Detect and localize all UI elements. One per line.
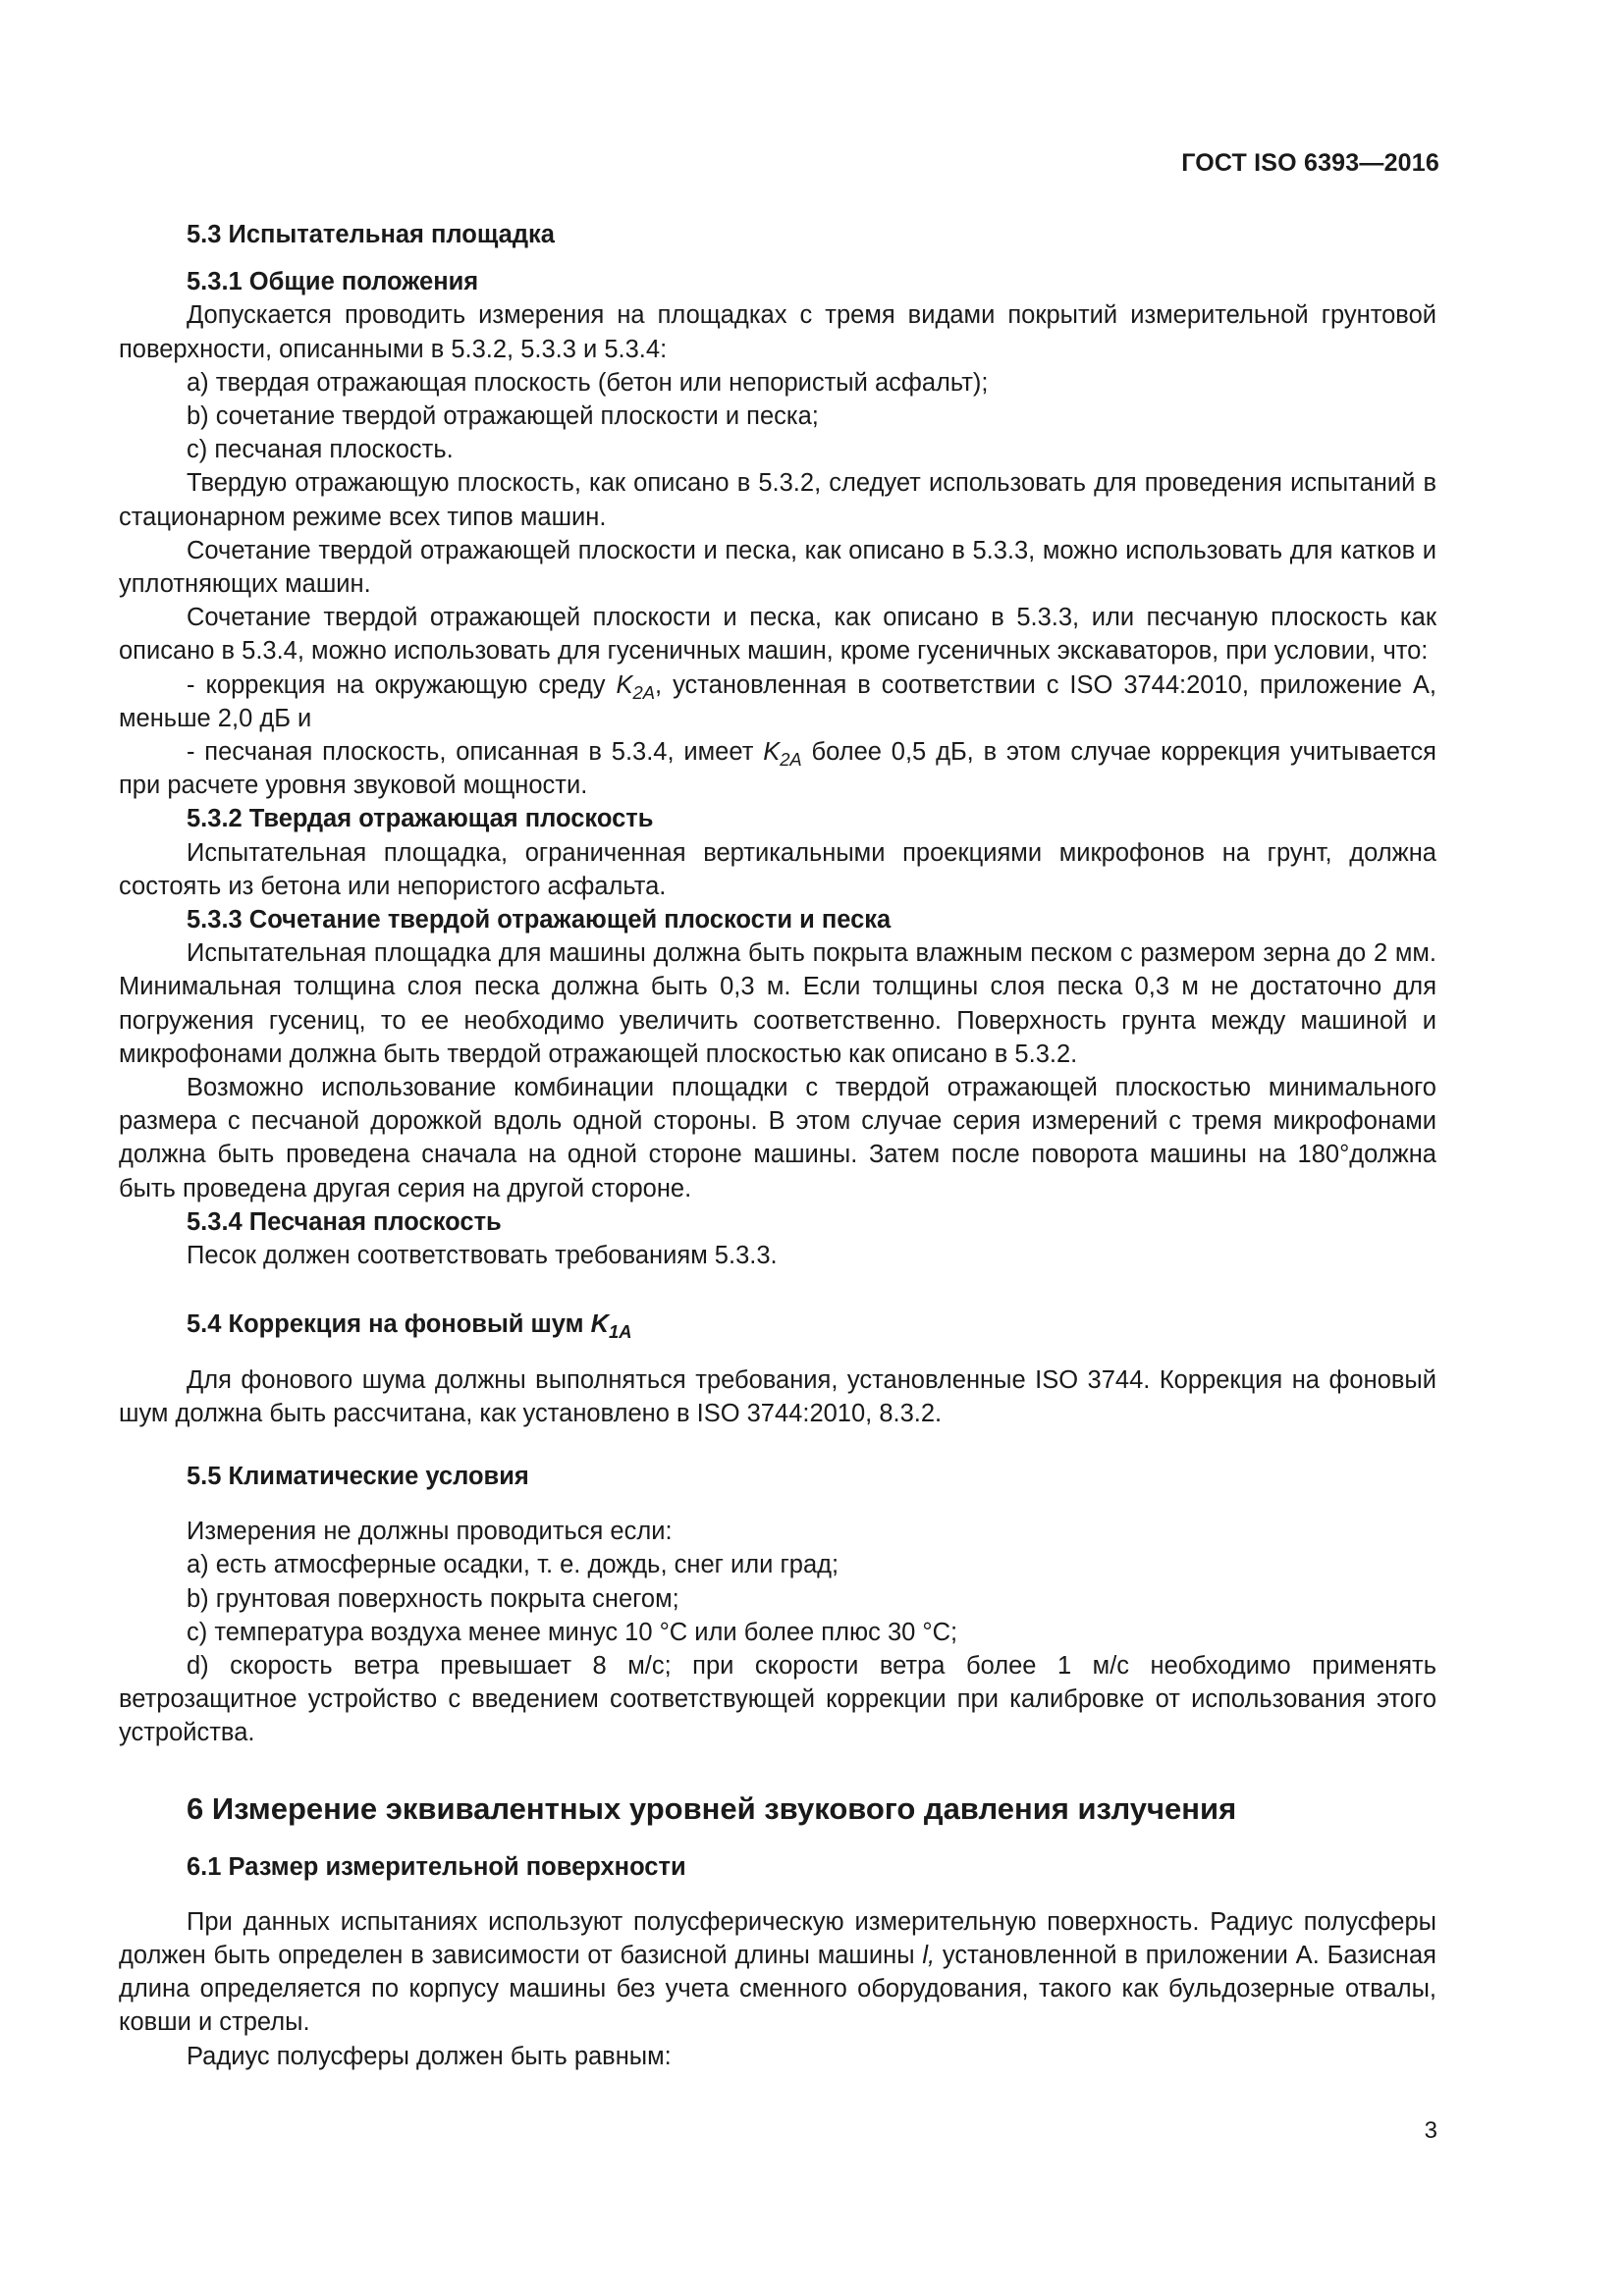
section-heading-6: 6 Измерение эквивалентных уровней звукового давления излучения	[187, 1790, 1237, 1826]
heading-text: 5.4 Коррекция на фоновый шум	[187, 1310, 591, 1339]
symbol-l: l,	[922, 1941, 936, 1969]
section-heading-5-3: 5.3 Испытательная площадка	[187, 221, 555, 248]
paragraph: Возможно использование комбинации площадки с твердой отражающей плоскостью минимального размера с песчаной дорожкой вдоль одной стороны. В этом случае серия измерений с тремя микрофонами должна быть проведена сначала на одной стороне машины. Затем после поворота машины на 180°должна быть проведена другая серия на другой стороне.	[119, 1074, 1436, 1202]
paragraph: Сочетание твердой отражающей плоскости и песка, как описано в 5.3.3, или песчаную плоскость как описано в 5.3.4, можно использовать для гусеничных машин, кроме гусеничных экскаваторов, при условии, что:	[119, 604, 1436, 666]
paragraph: Сочетание твердой отражающей плоскости и песка, как описано в 5.3.3, можно использовать для катков и уплотняющих машин.	[119, 536, 1436, 599]
text-run: более 0,5 дБ, в этом случае коррекция учитывается при расчете уровня звуковой мощности.	[119, 738, 1436, 800]
symbol-k: K	[590, 1310, 609, 1339]
symbol-k: K	[763, 738, 781, 767]
text-run: - песчаная плоскость, описанная в 5.3.4, имеет	[187, 738, 764, 767]
text-run: установленной в приложении А. Базисная длина определяется по корпусу машины без учета сменного оборудования, такого как бульдозерные отвалы, ковши и стрелы.	[119, 1941, 1436, 2037]
symbol-k: K	[616, 670, 633, 699]
symbol-subscript: 1A	[608, 1321, 632, 1343]
list-item: b) грунтовая поверхность покрыта снегом;	[187, 1584, 679, 1613]
text-run: - коррекция на окружающую среду	[187, 670, 617, 699]
paragraph: Радиус полусферы должен быть равным:	[187, 2042, 672, 2070]
paragraph: Допускается проводить измерения на площадках с тремя видами покрытий измерительной грунтовой поверхности, описанными в 5.3.2, 5.3.3 и 5.3.4:	[119, 301, 1436, 363]
list-item: b) сочетание твердой отражающей плоскости и песка;	[187, 402, 819, 431]
section-heading-5-5: 5.5 Климатические условия	[187, 1462, 529, 1490]
paragraph: Твердую отражающую плоскость, как описано в 5.3.2, следует использовать для проведения испытаний в стационарном режиме всех типов машин.	[119, 469, 1436, 531]
section-heading-5-4	[119, 1308, 1436, 1341]
symbol-subscript: 2A	[780, 748, 802, 770]
list-item: c) температура воздуха менее минус 10 °С или более плюс 30 °С;	[187, 1618, 958, 1646]
document-body	[119, 218, 1436, 2073]
section-heading-5-3-4: 5.3.4 Песчаная плоскость	[187, 1207, 502, 1236]
symbol-subscript: 2A	[632, 681, 656, 703]
text-run: , установленная в соответствии с ISO 3744:2010, приложение А, меньше 2,0 дБ и	[119, 670, 1437, 732]
section-heading-5-3-2: 5.3.2 Твердая отражающая плоскость	[187, 805, 654, 833]
section-heading-5-3-1: 5.3.1 Общие положения	[187, 268, 479, 296]
paragraph: Измерения не должны проводиться если:	[187, 1518, 673, 1546]
list-item: c) песчаная плоскость.	[187, 436, 454, 464]
paragraph: Песок должен соответствовать требованиям 5.3.3.	[187, 1242, 778, 1270]
dash-list-item	[119, 668, 1436, 735]
section-heading-5-3-3: 5.3.3 Сочетание твердой отражающей плоскости и песка	[187, 906, 892, 934]
list-item: d) скорость ветра превышает 8 м/с; при скорости ветра более 1 м/с необходимо применять ветрозащитное устройство с введением соответствующей коррекции при калибровке от использования этого устройства.	[119, 1651, 1436, 1747]
paragraph	[119, 1905, 1436, 2040]
page-number: 3	[1424, 2117, 1437, 2144]
paragraph: Для фонового шума должны выполняться требования, установленные ISO 3744. Коррекция на фоновый шум должна быть рассчитана, как установлено в ISO 3744:2010, 8.3.2.	[119, 1365, 1436, 1427]
dash-list-item	[119, 735, 1436, 802]
list-item: a) есть атмосферные осадки, т. е. дождь, снег или град;	[187, 1551, 839, 1579]
document-header: ГОСТ ISO 6393—2016	[1181, 149, 1439, 177]
paragraph: Испытательная площадка для машины должна быть покрыта влажным песком с размером зерна до 2 мм. Минимальная толщина слоя песка должна быть 0,3 м. Если толщины слоя песка 0,3 м не достаточно для погружения гусениц, то ее необходимо увеличить соответственно. Поверхность грунта между машиной и микрофонами должна быть твердой отражающей плоскостью как описано в 5.3.2.	[119, 939, 1436, 1068]
text-run: При данных испытаниях используют полусферическую измерительную поверхность. Радиус полусферы должен быть определен в зависимости от базисной длины машины	[119, 1907, 1436, 1969]
section-heading-6-1: 6.1 Размер измерительной поверхности	[187, 1852, 686, 1881]
paragraph: Испытательная площадка, ограниченная вертикальными проекциями микрофонов на грунт, должна состоять из бетона или непористого асфальта.	[119, 838, 1436, 900]
list-item: a) твердая отражающая плоскость (бетон или непористый асфальт);	[187, 368, 989, 397]
